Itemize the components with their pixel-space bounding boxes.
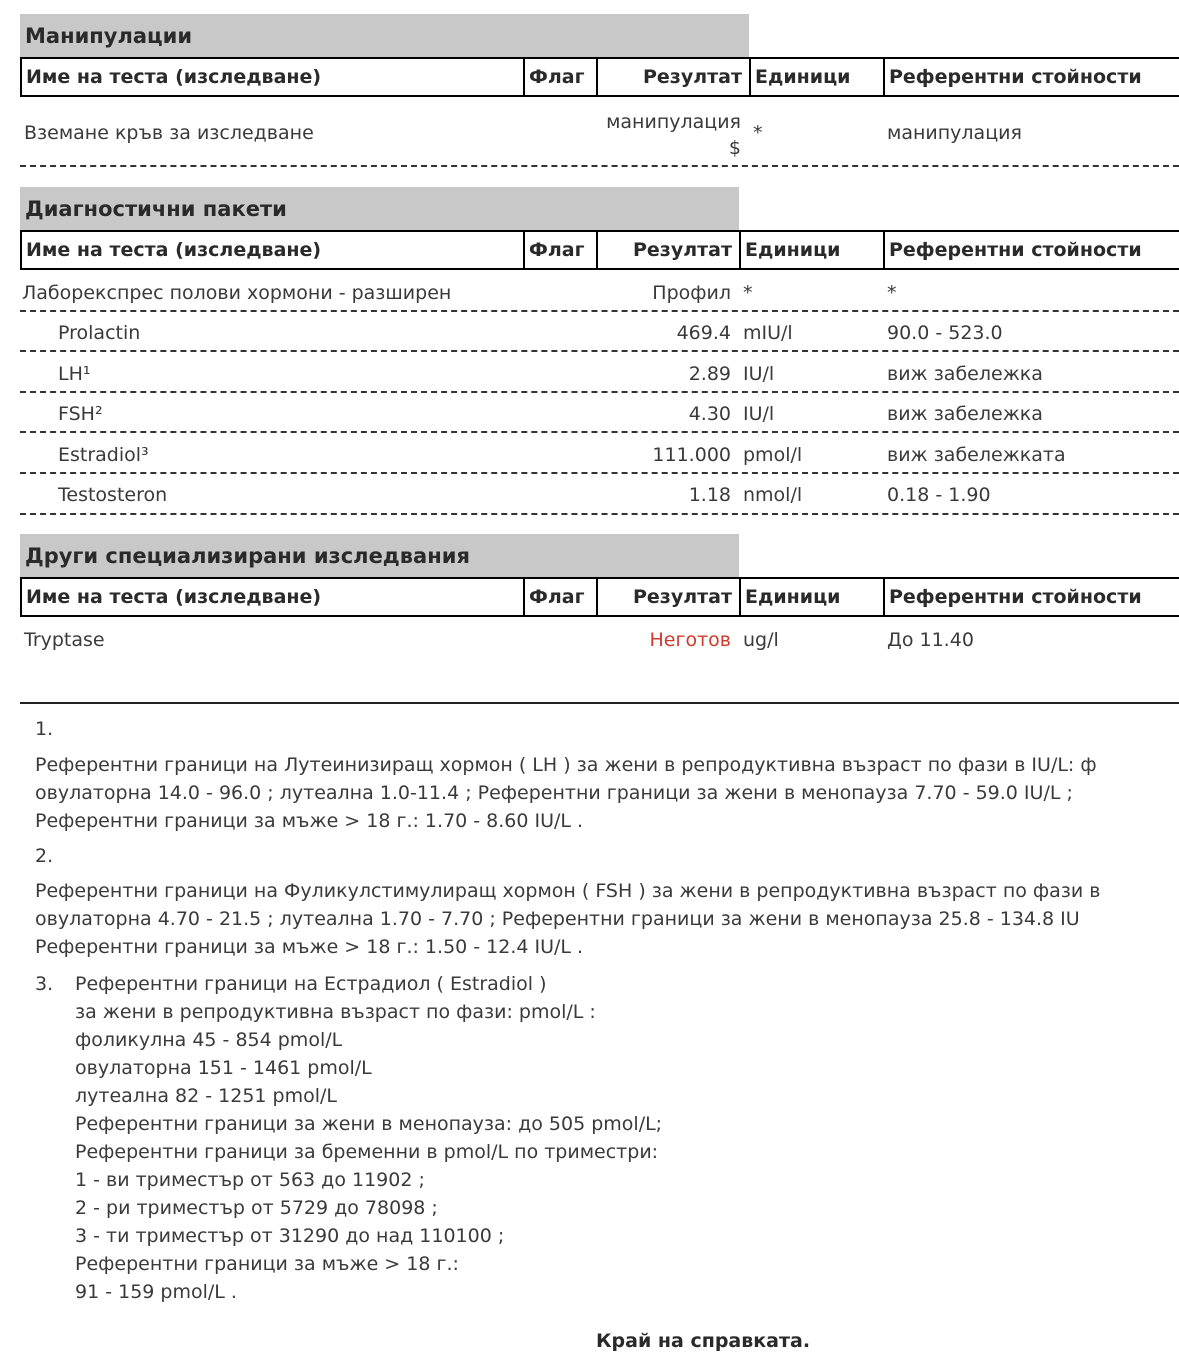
- test-result-status: Неготов: [649, 629, 731, 651]
- table-row: [20, 393, 1179, 433]
- test-units: *: [753, 122, 763, 144]
- test-result: 469.4: [676, 322, 731, 344]
- column-divider: [523, 579, 525, 615]
- test-units: mIU/l: [743, 322, 793, 344]
- section-title-diagnostic-packages: Диагностични пакети: [20, 187, 739, 231]
- test-ref: виж забележка: [887, 403, 1043, 425]
- table-row: [20, 270, 1179, 312]
- col-ref-header: Референтни стойности: [889, 66, 1142, 88]
- col-name-header: Име на теста (изследване): [26, 239, 322, 261]
- section-title-other-specialized: Други специализирани изследвания: [20, 534, 739, 578]
- note-2-line: Референтни граници на Фуликулстимулиращ хормон ( FSH ) за жени в репродуктивна възраст по фази в: [35, 880, 1101, 902]
- test-ref: виж забележката: [887, 444, 1066, 466]
- test-ref: манипулация: [887, 122, 1022, 144]
- table-row: [20, 312, 1179, 352]
- col-name-header: Име на теста (изследване): [26, 66, 322, 88]
- note-3-line: 91 - 159 pmol/L .: [75, 1281, 237, 1303]
- notes-divider: [20, 702, 1179, 704]
- note-2-line: Референтни граници за мъже > 18 г.: 1.50 - 12.4 IU/L .: [35, 936, 584, 958]
- note-2-line: овулаторна 4.70 - 21.5 ; лутеална 1.70 - 7.70 ; Референтни граници за жени в менопауза 25.8 - 134.8 IU: [35, 908, 1080, 930]
- note-3-line: за жени в репродуктивна възраст по фази: pmol/L :: [75, 1001, 596, 1023]
- col-result-header: Резултат: [633, 586, 732, 608]
- test-name: Testosteron: [58, 484, 168, 506]
- column-divider: [596, 59, 598, 95]
- test-units: ug/l: [743, 629, 779, 651]
- table-row: [20, 97, 1179, 167]
- note-3-line: лутеална 82 - 1251 pmol/L: [75, 1085, 338, 1107]
- note-3-line: Референтни граници на Естрадиол ( Estradiol ): [75, 973, 547, 995]
- test-units: *: [743, 282, 753, 304]
- column-divider: [749, 59, 751, 95]
- test-units: nmol/l: [743, 484, 803, 506]
- col-units-header: Единици: [745, 239, 841, 261]
- col-ref-header: Референтни стойности: [889, 239, 1142, 261]
- test-ref: *: [887, 282, 897, 304]
- note-2-number: 2.: [35, 845, 54, 867]
- test-units: pmol/l: [743, 444, 803, 466]
- test-name: Prolactin: [58, 322, 141, 344]
- test-result: 2.89: [688, 363, 731, 385]
- col-flag-header: Флаг: [529, 239, 585, 261]
- test-name: Вземане кръв за изследване: [24, 122, 314, 144]
- note-3-line: 2 - ри триместър от 5729 до 78098 ;: [75, 1197, 438, 1219]
- col-result-header: Резултат: [643, 66, 742, 88]
- test-ref: виж забележка: [887, 363, 1043, 385]
- table-header: [20, 230, 1179, 270]
- note-3-number: 3.: [35, 973, 54, 995]
- column-divider: [883, 232, 885, 268]
- test-name: Tryptase: [24, 629, 105, 651]
- test-result: 111.000: [652, 444, 731, 466]
- table-row: [20, 617, 1179, 667]
- col-ref-header: Референтни стойности: [889, 586, 1142, 608]
- note-1-line: овулаторна 14.0 - 96.0 ; лутеална 1.0-11.4 ; Референтни граници за жени в менопауза 7.70 - 59.0 IU/L ;: [35, 782, 1073, 804]
- test-name: FSH²: [58, 403, 103, 425]
- test-result: манипулация $: [606, 111, 741, 159]
- note-3-line: фоликулна 45 - 854 pmol/L: [75, 1029, 343, 1051]
- col-result-header: Резултат: [633, 239, 732, 261]
- col-units-header: Единици: [755, 66, 851, 88]
- test-result: Профил: [652, 282, 731, 304]
- note-3-line: Референтни граници за бременни в pmol/L по триместри:: [75, 1141, 659, 1163]
- note-3-line: овулаторна 151 - 1461 pmol/L: [75, 1057, 372, 1079]
- table-row: [20, 352, 1179, 393]
- table-row: [20, 474, 1179, 515]
- col-flag-header: Флаг: [529, 66, 585, 88]
- column-divider: [523, 232, 525, 268]
- table-header: [20, 577, 1179, 617]
- test-ref: До 11.40: [887, 629, 974, 651]
- column-divider: [883, 59, 885, 95]
- report-end-text: Край на справката.: [596, 1330, 811, 1352]
- test-ref: 90.0 - 523.0: [887, 322, 1003, 344]
- section-title-manipulations: Манипулации: [20, 14, 749, 58]
- note-3-line: 3 - ти триместър от 31290 до над 110100 ;: [75, 1225, 505, 1247]
- column-divider: [596, 579, 598, 615]
- note-1-number: 1.: [35, 718, 54, 740]
- col-name-header: Име на теста (изследване): [26, 586, 322, 608]
- column-divider: [883, 579, 885, 615]
- test-result: 4.30: [688, 403, 731, 425]
- col-flag-header: Флаг: [529, 586, 585, 608]
- table-row: [20, 433, 1179, 474]
- note-3-line: Референтни граници за мъже > 18 г.:: [75, 1253, 459, 1275]
- test-ref: 0.18 - 1.90: [887, 484, 991, 506]
- note-3-line: Референтни граници за жени в менопауза: до 505 pmol/L;: [75, 1113, 663, 1135]
- test-units: IU/l: [743, 363, 775, 385]
- col-units-header: Единици: [745, 586, 841, 608]
- column-divider: [739, 579, 741, 615]
- test-name: Estradiol³: [58, 444, 149, 466]
- test-units: IU/l: [743, 403, 775, 425]
- note-1-line: Референтни граници на Лутеинизиращ хормон ( LH ) за жени в репродуктивна възраст по фази в IU/L: ф: [35, 754, 1097, 776]
- column-divider: [596, 232, 598, 268]
- column-divider: [739, 232, 741, 268]
- table-header: [20, 57, 1179, 97]
- test-result: 1.18: [688, 484, 731, 506]
- test-name: LH¹: [58, 363, 91, 385]
- test-name: Лаборекспрес полови хормони - разширен: [22, 282, 452, 304]
- note-1-line: Референтни граници за мъже > 18 г.: 1.70 - 8.60 IU/L .: [35, 810, 584, 832]
- note-3-line: 1 - ви триместър от 563 до 11902 ;: [75, 1169, 425, 1191]
- column-divider: [523, 59, 525, 95]
